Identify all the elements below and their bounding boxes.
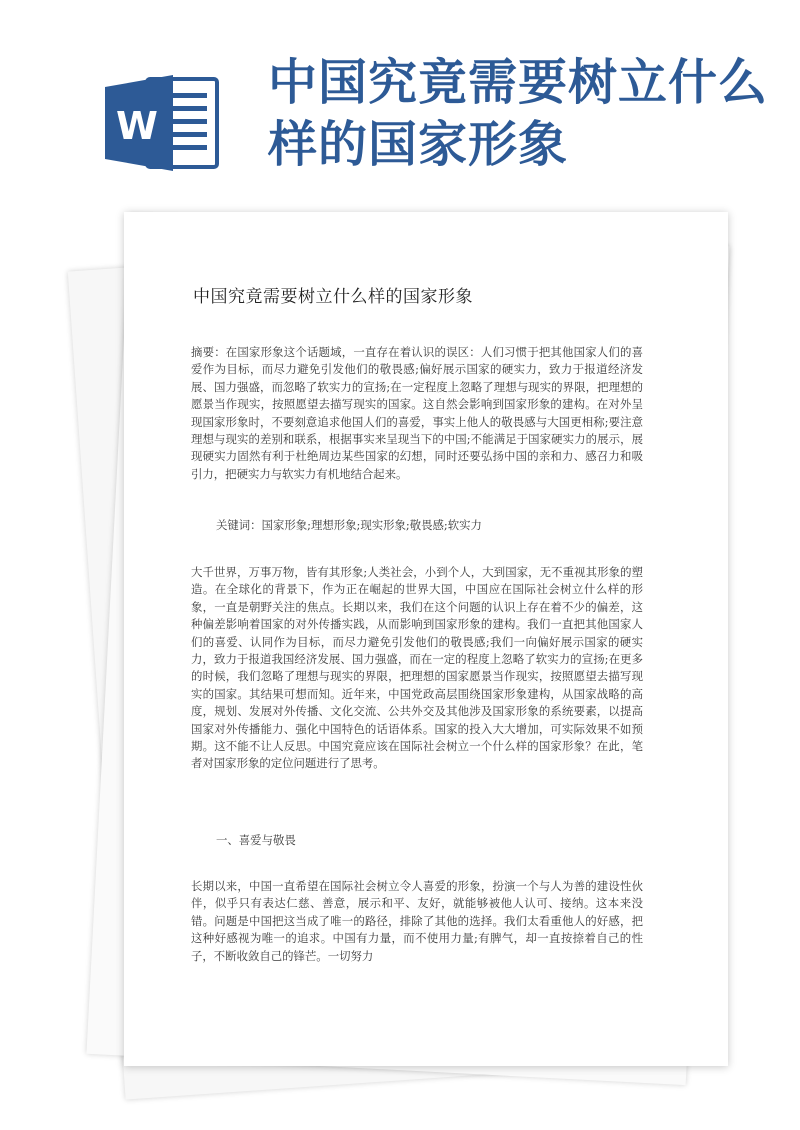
document-page [124, 212, 728, 1066]
section-heading: 一、喜爱与敬畏 [216, 833, 296, 847]
body-paragraph-section1: 长期以来，中国一直希望在国际社会树立令人喜爱的形象，扮演一个与人为善的建设性伙伴，似乎只有表达仁慈、善意，展示和平、友好，就能够被他人认可、接纳。这本来没错。问题是中国把这当成了唯一的路径，排除了其他的选择。我们太看重他人的好感，把这种好感视为唯一的追求。中国有力量，而不使用力量;有脾气，却一直按捺着自己的性子，不断收敛自己的锋芒。一切努力 [191, 879, 643, 963]
word-document-icon [103, 73, 221, 173]
abstract-paragraph: 摘要：在国家形象这个话题域，一直存在着认识的误区：人们习惯于把其他国家人们的喜爱作为目标，而尽力避免引发他们的敬畏感;偏好展示国家的硬实力，致力于报道经济发展、国力强盛，而忽略了软实力的宣扬;在一定程度上忽略了理想与现实的界限，把理想的愿景当作现实，按照愿望去描写现实的国家。这自然会影响到国家形象的建构。在对外呈现国家形象时，不要刻意追求他国人们的喜爱，事实上他人的敬畏感与大国更相称;要注意理想与现实的差别和联系，根据事实来呈现当下的中国;不能满足于国家硬实力的展示，展现硬实力固然有利于杜绝周边某些国家的幻想，同时还要弘扬中国的亲和力、感召力和吸引力，把硬实力与软实力有机地结合起来。 [191, 345, 643, 481]
svg-text:W: W [116, 104, 158, 148]
document-title: 中国究竟需要树立什么样的国家形象 [193, 287, 473, 307]
keywords-line: 关键词：国家形象;理想形象;现实形象;敬畏感;软实力 [216, 518, 482, 532]
body-paragraph-intro: 大千世界，万事万物，皆有其形象;人类社会，小到个人，大到国家，无不重视其形象的塑造。在全球化的背景下，作为正在崛起的世界大国，中国应在国际社会树立什么样的形象，一直是朝野关注的焦点。长期以来，我们在这个问题的认识上存在着不少的偏差，这种偏差影响着国家的对外传播实践，从而影响到国家形象的建构。我们一直把其他国家人们的喜爱、认同作为目标，而尽力避免引发他们的敬畏感;我们一向偏好展示国家的硬实力，致力于报道我国经济发展、国力强盛，而在一定的程度上忽略了软实力的宣扬;在更多的时候，我们忽略了理想与现实的界限，把理想的国家愿景当作现实，按照愿望去描写现实的国家。其结果可想而知。近年来，中国党政高层围绕国家形象建构，从国家战略的高度，规划、发展对外传播、文化交流、公共外交及其他涉及国家形象的系统要素，以提高国家对外传播能力、强化中国特色的话语体系。国家的投入大大增加，可实际效果不如预期。这不能不让人反思。中国究竟应该在国际社会树立一个什么样的国家形象？在此，笔者对国家形象的定位问题进行了思考。 [191, 565, 643, 771]
page-header-title: 中国究竟需要树立什么样的国家形象 [268, 54, 769, 173]
